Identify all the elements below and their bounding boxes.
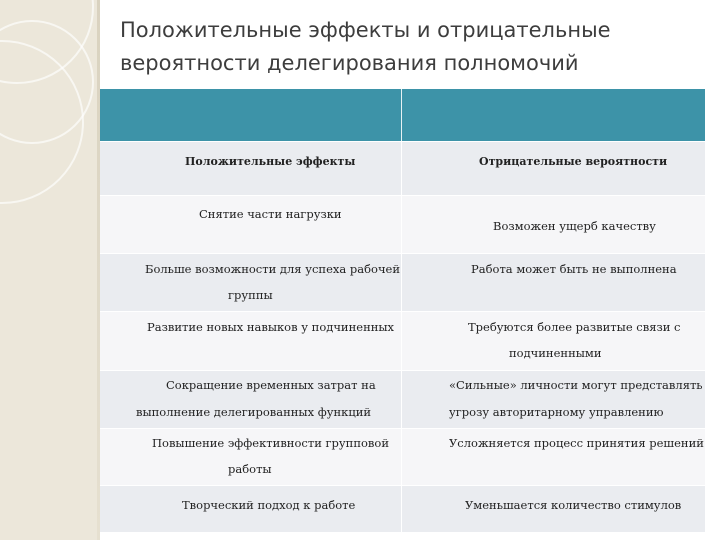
table-cell (402, 196, 705, 253)
cell-text: Требуются более развитые связи с (468, 320, 681, 334)
header-band-right (402, 89, 705, 141)
slide-title-line-1: Положительные эффекты и отрицательные (120, 18, 611, 42)
table-cell (402, 429, 705, 485)
cell-text: группы (228, 288, 273, 302)
table-row (100, 485, 705, 532)
table-column-headings (100, 141, 705, 195)
table-row (100, 428, 705, 485)
cell-text: Работа может быть не выполнена (471, 262, 677, 276)
cell-text: Развитие новых навыков у подчиненных (147, 320, 395, 334)
table-row (100, 370, 705, 428)
column-heading-positive: Положительные эффекты (185, 155, 356, 168)
cell-text: Усложняется процесс принятия решений (449, 436, 704, 450)
table-cell (402, 254, 705, 311)
cell-text: подчиненными (509, 346, 602, 360)
table-row (100, 311, 705, 370)
column-heading-negative: Отрицательные вероятности (479, 155, 668, 168)
table-cell (402, 486, 705, 532)
table-cell (402, 371, 705, 428)
cell-text: Уменьшается количество стимулов (465, 498, 682, 512)
effects-table (100, 89, 705, 532)
column-heading-cell (100, 142, 402, 195)
table-cell (402, 312, 705, 370)
cell-text: выполнение делегированных функций (136, 405, 372, 419)
cell-text: Больше возможности для успеха рабочей (145, 262, 401, 276)
cell-text: Возможен ущерб качеству (493, 219, 656, 233)
table-cell (100, 486, 402, 532)
table-cell (100, 254, 402, 311)
table-row (100, 195, 705, 253)
table-cell (100, 371, 402, 428)
slide-title (120, 14, 680, 80)
header-band-left (100, 89, 402, 141)
table-cell (100, 312, 402, 370)
slide-title-line-2: вероятности делегирования полномочий (120, 51, 579, 75)
cell-text: Повышение эффективности групповой (152, 436, 389, 450)
table-cell (100, 196, 402, 253)
cell-text: работы (228, 462, 272, 476)
table-cell (100, 429, 402, 485)
table-row (100, 253, 705, 311)
cell-text: Снятие части нагрузки (199, 207, 342, 221)
column-heading-cell (402, 142, 705, 195)
table-header-band (100, 89, 705, 141)
cell-text: Сокращение временных затрат на (166, 378, 376, 392)
cell-text: «Сильные» личности могут представлять (449, 378, 703, 392)
cell-text: Творческий подход к работе (182, 498, 356, 512)
cell-text: угрозу авторитарному управлению (449, 405, 664, 419)
decorative-sidebar (0, 0, 100, 540)
